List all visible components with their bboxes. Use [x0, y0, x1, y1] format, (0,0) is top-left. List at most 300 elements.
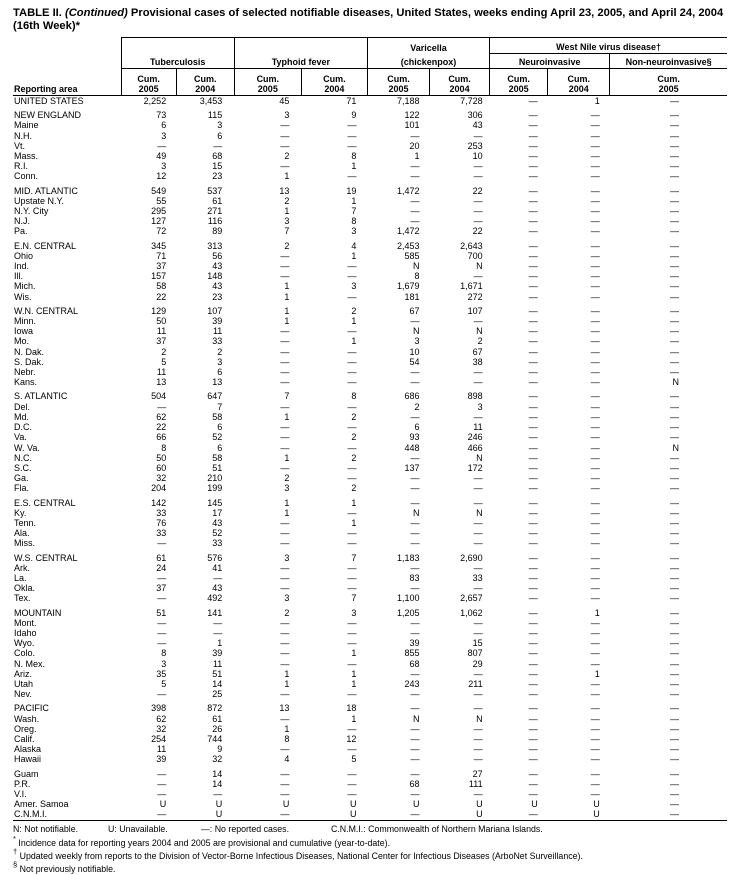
- table-row: [13, 724, 727, 734]
- cell: —: [590, 391, 600, 402]
- cell: —: [670, 528, 679, 539]
- cell: —: [280, 140, 290, 151]
- cell: —: [528, 140, 538, 151]
- row-label: Minn.: [14, 316, 37, 327]
- table-row: [13, 96, 727, 107]
- cell: —: [590, 593, 600, 604]
- cell: —: [670, 473, 679, 484]
- cell: —: [473, 733, 483, 744]
- cell: —: [590, 346, 600, 357]
- table-title: [13, 7, 727, 20]
- cell: 27: [472, 768, 483, 779]
- cell: 1: [351, 250, 357, 261]
- row-label: N.J.: [14, 216, 31, 227]
- cell: —: [590, 452, 600, 463]
- row-label: NEW ENGLAND: [14, 110, 82, 121]
- legend-item: N: Not notifiable.: [13, 823, 79, 834]
- cell: N: [476, 713, 483, 724]
- row-label: Iowa: [14, 326, 34, 337]
- cell: —: [670, 226, 679, 237]
- cell: —: [670, 789, 679, 799]
- cell: —: [280, 346, 290, 357]
- cell: —: [280, 367, 290, 378]
- cell: 1,671: [460, 281, 483, 292]
- cell: —: [590, 291, 600, 302]
- year-label: 2004: [568, 84, 589, 94]
- header-neuroinvasive: Neuroinvasive: [490, 54, 610, 69]
- cell: 7: [351, 552, 357, 563]
- cell: —: [528, 336, 538, 347]
- cell: —: [670, 703, 679, 714]
- row-label: P.R.: [14, 778, 31, 789]
- cell: 33: [156, 507, 167, 518]
- cell: 7: [284, 391, 290, 402]
- table-row: [13, 734, 727, 744]
- cell: 17: [212, 507, 223, 518]
- cell: —: [280, 462, 290, 473]
- cell: —: [410, 367, 420, 378]
- table-row: [13, 412, 727, 422]
- row-label: Alaska: [14, 744, 42, 755]
- cell: —: [528, 627, 538, 638]
- cell: 3: [477, 401, 483, 412]
- cell: 4: [351, 240, 357, 251]
- cell: —: [280, 120, 290, 131]
- cell: —: [473, 483, 483, 494]
- table-row: [13, 271, 727, 281]
- cell: —: [528, 668, 538, 679]
- row-label: Nebr.: [14, 367, 36, 378]
- table-row: [13, 593, 727, 603]
- cell: —: [528, 483, 538, 494]
- cell: 7: [217, 401, 223, 412]
- row-label: Ky.: [14, 507, 27, 518]
- cell: —: [410, 452, 420, 463]
- row-label: MOUNTAIN: [14, 607, 62, 618]
- cell: —: [157, 789, 167, 799]
- cell: —: [670, 552, 679, 563]
- cell: 67: [409, 305, 420, 316]
- table-row: [13, 498, 727, 508]
- cell: 9: [351, 110, 357, 121]
- cell: —: [670, 305, 679, 316]
- cell: 89: [212, 226, 223, 237]
- row-label: Va.: [14, 432, 27, 443]
- cell: 647: [207, 391, 223, 402]
- table-row: [13, 226, 727, 236]
- header-non-neuroinvasive: Non-neuroinvasive§: [610, 54, 727, 69]
- cell: 306: [467, 110, 483, 121]
- cell: 22: [472, 185, 483, 196]
- cell: —: [590, 507, 600, 518]
- table-row: [13, 251, 727, 261]
- cell: —: [347, 744, 357, 755]
- cell: —: [473, 538, 483, 549]
- header-wnv-neuro-cum-2005: [490, 69, 548, 96]
- cell: 744: [207, 733, 223, 744]
- cell: —: [213, 617, 223, 628]
- cell: 66: [156, 432, 167, 443]
- row-label: Pa.: [14, 226, 28, 237]
- cell: —: [347, 261, 357, 272]
- cell: 898: [467, 391, 483, 402]
- cell: 2: [351, 305, 357, 316]
- cell: —: [410, 195, 420, 206]
- cell: —: [280, 336, 290, 347]
- cell: N: [476, 261, 483, 272]
- cell: —: [670, 809, 679, 820]
- cell: —: [347, 627, 357, 638]
- cell: 2: [351, 483, 357, 494]
- cell: —: [347, 658, 357, 669]
- cell: —: [410, 206, 420, 217]
- cell: —: [473, 754, 483, 765]
- cell: —: [590, 336, 600, 347]
- header-varicella-cum-2005: [367, 69, 429, 96]
- cell: —: [157, 778, 167, 789]
- cell: —: [590, 432, 600, 443]
- cell: 8: [161, 442, 167, 453]
- cell: —: [670, 356, 679, 367]
- table-row: [13, 789, 727, 799]
- cell: 8: [414, 271, 420, 282]
- cell: —: [670, 713, 679, 724]
- cell: 8: [284, 733, 290, 744]
- row-label: Ga.: [14, 473, 29, 484]
- cell: 32: [156, 723, 167, 734]
- cell: —: [347, 171, 357, 182]
- cell: —: [590, 473, 600, 484]
- table-row: [13, 483, 727, 493]
- table-row: [13, 714, 727, 724]
- table-row: [13, 744, 727, 754]
- cell: 246: [467, 432, 483, 443]
- cell: —: [590, 316, 600, 327]
- cell: —: [670, 799, 679, 810]
- cell: 1: [284, 305, 290, 316]
- cell: —: [670, 367, 679, 378]
- cell: 2,453: [396, 240, 420, 251]
- cell: 1: [351, 713, 357, 724]
- cell: —: [473, 703, 483, 714]
- cell: —: [528, 778, 538, 789]
- table-row: [13, 638, 727, 648]
- cell: —: [528, 703, 538, 714]
- cell: 7: [351, 206, 357, 217]
- cell: —: [280, 689, 290, 700]
- cell: 1: [284, 723, 290, 734]
- cell: —: [280, 432, 290, 443]
- cell: 37: [156, 336, 167, 347]
- cell: —: [670, 411, 679, 422]
- cell: —: [473, 271, 483, 282]
- cell: —: [473, 130, 483, 141]
- cell: —: [590, 462, 600, 473]
- cell: 37: [156, 583, 167, 594]
- cell: —: [590, 583, 600, 594]
- cell: U: [413, 799, 420, 810]
- cell: 3: [284, 110, 290, 121]
- cell: —: [670, 422, 679, 433]
- cell: 181: [404, 291, 420, 302]
- row-label: Md.: [14, 411, 30, 422]
- cell: —: [280, 326, 290, 337]
- cell: 68: [409, 778, 420, 789]
- table-row: [13, 473, 727, 483]
- row-label: S. ATLANTIC: [14, 391, 68, 402]
- cell: —: [410, 497, 420, 508]
- row-label: Ariz.: [14, 668, 32, 679]
- cell: —: [528, 185, 538, 196]
- cell: —: [473, 583, 483, 594]
- cell: N: [413, 713, 420, 724]
- cell: —: [410, 754, 420, 765]
- cell: —: [590, 552, 600, 563]
- cell: —: [410, 517, 420, 528]
- row-label: S. Dak.: [14, 356, 44, 367]
- table-row: [13, 326, 727, 336]
- table-row: [13, 186, 727, 196]
- cell: 12: [346, 733, 357, 744]
- header-tuberculosis: Tuberculosis: [121, 54, 234, 69]
- cum-label: Cum.: [137, 74, 160, 84]
- cell: —: [473, 497, 483, 508]
- cell: 39: [212, 316, 223, 327]
- cum-label: Cum.: [387, 74, 410, 84]
- cell: —: [157, 401, 167, 412]
- row-label: V.I.: [14, 789, 27, 799]
- table-row: [13, 292, 727, 302]
- table-row: [13, 171, 727, 181]
- cell: 210: [207, 473, 223, 484]
- row-label: N. Dak.: [14, 346, 45, 357]
- cell: 2: [161, 346, 167, 357]
- cell: —: [280, 517, 290, 528]
- table-row: [13, 377, 727, 387]
- cell: —: [590, 206, 600, 217]
- cell: 4: [284, 754, 290, 765]
- cell: —: [157, 689, 167, 700]
- cell: 272: [467, 291, 483, 302]
- cell: —: [670, 140, 679, 151]
- cell: —: [670, 130, 679, 141]
- cell: 700: [467, 250, 483, 261]
- cell: U: [215, 809, 223, 820]
- row-label: MID. ATLANTIC: [14, 185, 78, 196]
- cell: 2: [284, 607, 290, 618]
- cell: 1,205: [396, 607, 420, 618]
- cell: U: [476, 799, 483, 810]
- cell: 23: [212, 171, 223, 182]
- row-label: Ala.: [14, 528, 30, 539]
- cell: —: [590, 151, 600, 162]
- table-row: [13, 391, 727, 401]
- cell: —: [528, 130, 538, 141]
- footnote-section: § Not previously notifiable.: [13, 860, 116, 875]
- cell: 15: [472, 638, 483, 649]
- cell: —: [670, 401, 679, 412]
- row-label: Wis.: [14, 291, 32, 302]
- cell: —: [590, 768, 600, 779]
- cell: —: [280, 356, 290, 367]
- cell: 54: [409, 356, 420, 367]
- cell: 19: [346, 185, 357, 196]
- cell: —: [590, 250, 600, 261]
- cell: 7: [351, 593, 357, 604]
- cell: —: [670, 346, 679, 357]
- cell: 35: [156, 668, 167, 679]
- row-label: E.S. CENTRAL: [14, 497, 76, 508]
- cell: —: [280, 627, 290, 638]
- cell: 3: [217, 356, 223, 367]
- cell: N: [413, 507, 420, 518]
- table-row: [13, 432, 727, 442]
- cell: —: [590, 216, 600, 227]
- row-label: Oreg.: [14, 723, 37, 734]
- cell: 56: [212, 250, 223, 261]
- cell: N: [672, 442, 679, 453]
- cell: —: [410, 809, 420, 820]
- table-row: [13, 508, 727, 518]
- cell: —: [528, 744, 538, 755]
- cell: —: [280, 528, 290, 539]
- cell: 5: [351, 754, 357, 765]
- cell: 18: [346, 703, 357, 714]
- cell: 295: [151, 206, 167, 217]
- cell: —: [670, 151, 679, 162]
- cell: 172: [467, 462, 483, 473]
- row-label: Maine: [14, 120, 39, 131]
- cell: —: [280, 401, 290, 412]
- cell: —: [473, 517, 483, 528]
- row-label: PACIFIC: [14, 703, 49, 714]
- cell: —: [157, 140, 167, 151]
- table-row: [13, 679, 727, 689]
- year-label: 2004: [324, 84, 345, 94]
- cell: —: [670, 110, 679, 121]
- cell: 549: [151, 185, 167, 196]
- cell: 448: [404, 442, 420, 453]
- cell: 43: [212, 583, 223, 594]
- table-row: [13, 553, 727, 563]
- cell: —: [590, 678, 600, 689]
- cell: 1: [351, 161, 357, 172]
- cell: —: [670, 583, 679, 594]
- cell: —: [590, 110, 600, 121]
- cell: —: [410, 744, 420, 755]
- cell: —: [280, 377, 290, 388]
- cell: 855: [404, 648, 420, 659]
- cell: —: [473, 789, 483, 799]
- cell: 11: [156, 744, 167, 755]
- cell: 3: [284, 216, 290, 227]
- row-label: Mass.: [14, 151, 39, 162]
- cell: —: [528, 733, 538, 744]
- cell: —: [157, 617, 167, 628]
- cell: 49: [156, 151, 167, 162]
- cell: 45: [279, 96, 290, 106]
- table-row: [13, 538, 727, 548]
- cell: 1: [284, 668, 290, 679]
- cell: 7,728: [460, 96, 483, 106]
- table-row: [13, 463, 727, 473]
- cell: 537: [207, 185, 223, 196]
- cell: 11: [156, 326, 167, 337]
- row-label: Mont.: [14, 617, 37, 628]
- cell: —: [347, 562, 357, 573]
- cell: U: [215, 799, 223, 810]
- table-row: [13, 528, 727, 538]
- cell: —: [670, 483, 679, 494]
- cell: 2: [351, 411, 357, 422]
- cell: —: [347, 778, 357, 789]
- cell: U: [349, 809, 357, 820]
- cell: 1: [284, 206, 290, 217]
- cell: 2: [477, 336, 483, 347]
- cell: —: [590, 733, 600, 744]
- cell: —: [157, 572, 167, 583]
- row-label: E.N. CENTRAL: [14, 240, 77, 251]
- cell: 137: [404, 462, 420, 473]
- cell: 50: [156, 452, 167, 463]
- cell: —: [157, 638, 167, 649]
- cell: 58: [156, 281, 167, 292]
- footnote-dagger: † Updated weekly from reports to the Division of Vector-Borne Infectious Diseases, National Center for Infectious Diseases (ArboNet Surveillance).: [13, 847, 583, 861]
- cell: —: [528, 809, 538, 820]
- cell: 13: [279, 185, 290, 196]
- cell: 38: [472, 356, 483, 367]
- cell: 6: [217, 130, 223, 141]
- table-row: [13, 779, 727, 789]
- cell: 50: [156, 316, 167, 327]
- cell: —: [528, 552, 538, 563]
- cell: 14: [212, 778, 223, 789]
- cell: —: [528, 442, 538, 453]
- cell: —: [528, 713, 538, 724]
- cell: —: [528, 326, 538, 337]
- cell: —: [410, 562, 420, 573]
- table-row: [13, 402, 727, 412]
- cell: 1: [594, 96, 600, 106]
- cell: 83: [409, 572, 420, 583]
- cell: —: [410, 216, 420, 227]
- cell: —: [528, 593, 538, 604]
- cell: 686: [404, 391, 420, 402]
- cell: U: [593, 809, 600, 820]
- row-label: Mo.: [14, 336, 30, 347]
- cell: —: [528, 120, 538, 131]
- table-row: [13, 573, 727, 583]
- cell: 145: [207, 497, 223, 508]
- table-row: [13, 241, 727, 251]
- cell: —: [590, 754, 600, 765]
- cell: —: [590, 171, 600, 182]
- header-varicella-line1: Varicella: [367, 38, 489, 54]
- cell: 5: [161, 356, 167, 367]
- cell: —: [473, 627, 483, 638]
- cell: 1: [351, 668, 357, 679]
- cell: —: [528, 432, 538, 443]
- cell: 2: [351, 452, 357, 463]
- cell: 585: [404, 250, 420, 261]
- cell: U: [282, 799, 290, 810]
- cell: —: [670, 497, 679, 508]
- cell: 23: [212, 291, 223, 302]
- row-label: N.H.: [14, 130, 32, 141]
- cell: 1: [217, 638, 223, 649]
- cell: 11: [156, 367, 167, 378]
- cell: —: [347, 120, 357, 131]
